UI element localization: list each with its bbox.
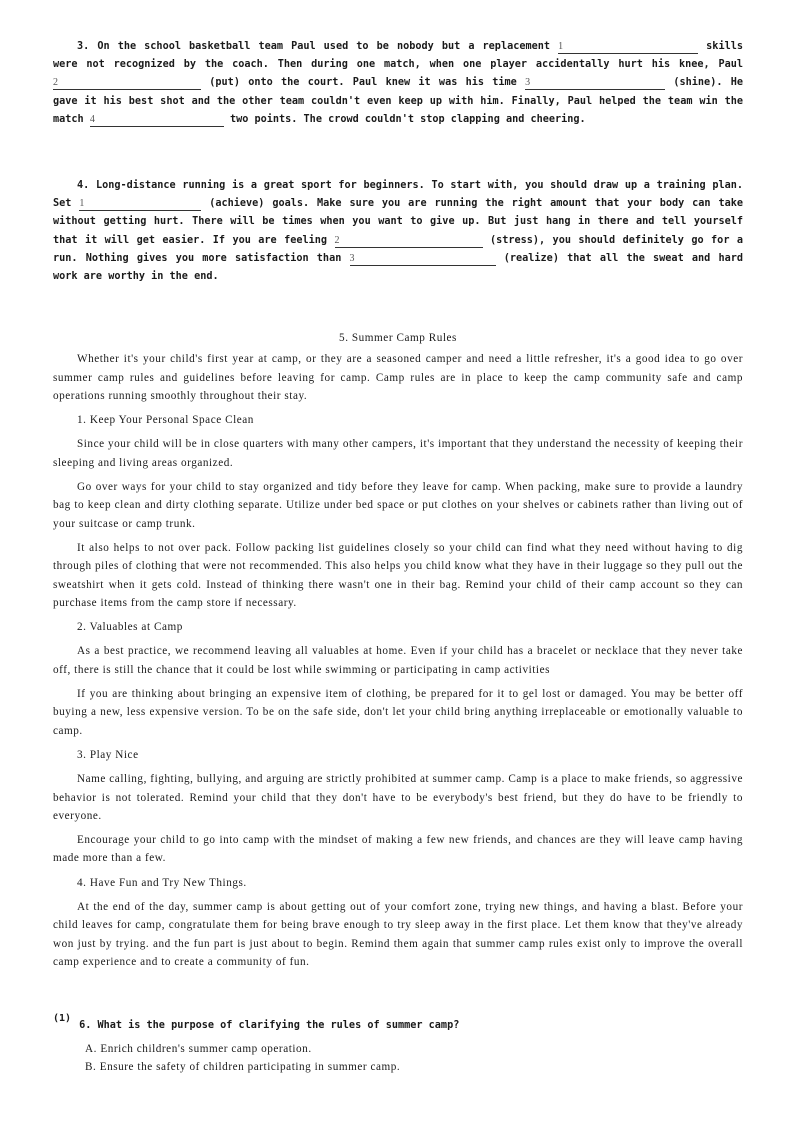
passage-5-title: 5. Summer Camp Rules xyxy=(339,332,457,344)
passage-5 xyxy=(53,329,743,977)
answer-blank-4-2[interactable]: 2 xyxy=(335,235,483,248)
passage-4-text-3: (stress), you should definitely go for a run. Nothing gives you more satisfaction than xyxy=(53,234,744,264)
section-heading-1: 1. Keep Your Personal Space Clean xyxy=(77,414,254,427)
question-number: (1) xyxy=(53,1013,72,1024)
option-b[interactable]: B. Ensure the safety of children participating in summer camp. xyxy=(85,1061,401,1074)
passage-3-text-1: 3. On the school basketball team Paul used to be nobody but a replacement xyxy=(77,41,551,52)
section-1-paragraph-2: Go over ways for your child to stay organized and tidy before they leave for camp. When packing, make sure to provide a laundry bag to keep clean and dirty clothing separate. Utilize under bed space or put clothes on your shelves or cabinets rather than living out of your suitcase or camp trunk. xyxy=(53,481,743,530)
section-2-paragraph-1: As a best practice, we recommend leaving all valuables at home. Even if your child has a bracelet or necklace that they never take off, there is still the chance that it could be lost while swimming or participating in camp activities xyxy=(53,645,743,676)
question-row xyxy=(53,1013,743,1035)
passage-3 xyxy=(53,38,743,129)
section-1-paragraph-3: It also helps to not over pack. Follow packing list guidelines closely so your child can find what they need without having to dig through piles of clothing that were not recommended. This also helps you child know what they have in their luggage so they pull out the sweatshirt when it gets cold. Instead of thinking there wasn't one in their bag. Remind your child of their camp account so they can purchase items from the camp store if necessary. xyxy=(53,541,743,609)
option-a[interactable]: A. Enrich children's summer camp operation. xyxy=(85,1043,312,1055)
answer-blank-3-1[interactable]: 1 xyxy=(558,41,698,54)
question-block xyxy=(53,1013,743,1077)
answer-blank-3-2[interactable]: 2 xyxy=(53,77,201,90)
section-heading-2: 2. Valuables at Camp xyxy=(77,621,183,634)
section-heading-3: 3. Play Nice xyxy=(77,748,139,761)
answer-blank-3-4[interactable]: 4 xyxy=(90,114,224,127)
passage-4-text-4: (realize) that all the sweat and hard work are worthy in the end. xyxy=(53,252,744,283)
passage-3-text-5: two points. The crowd couldn't stop clapping and cheering. xyxy=(229,113,586,125)
question-text: 6. What is the purpose of clarifying the rules of summer camp? xyxy=(79,1020,460,1031)
section-3-paragraph-1: Name calling, fighting, bullying, and arguing are strictly prohibited at summer camp. Camp is a place to make friends, so aggressive behavior is not tolerated. Remind your child that they don't have to be everybody's best friend, but they do have to be friendly to everyone. xyxy=(53,773,743,822)
answer-blank-4-3[interactable]: 3 xyxy=(350,253,496,266)
section-heading-4: 4. Have Fun and Try New Things. xyxy=(77,876,247,889)
section-2-paragraph-2: If you are thinking about bringing an expensive item of clothing, be prepared for it to gel lost or damaged. You may be better off buying a new, less expensive version. To be on the safe side, don't let your child bring anything irreplaceable or emotionally valuable to camp. xyxy=(53,688,743,737)
passage-4-text-1: 4. Long-distance running is a great sport for beginners. To start with, you should draw up a training plan. Set xyxy=(53,180,743,210)
passage-3-text-4: (shine). He gave it his best shot and the other team couldn't even keep up with him. Finally, Paul helped the team win the match xyxy=(53,77,743,125)
passage-3-text-3: (put) onto the court. Paul knew it was his time xyxy=(209,77,517,89)
answer-blank-4-1[interactable]: 1 xyxy=(79,198,201,211)
section-1-paragraph-1: Since your child will be in close quarters with many other campers, it's important that they understand the necessity of keeping their sleeping and living areas organized. xyxy=(53,438,743,469)
passage-4-text-2: (achieve) goals. Make sure you are running the right amount that your body can take without getting hurt. There will be times when you want to give up. But just hang in there and tell yourself that it will get easier. If you are feeling xyxy=(53,198,743,246)
passage-3-text-2: skills were not recognized by the coach. Then during one match, when one player accidentally hurt his knee, Paul xyxy=(53,41,743,71)
passage-5-intro: Whether it's your child's first year at camp, or they are a seasoned camper and need a little refresher, it's a good idea to go over summer camp rules and guidelines before leaving for camp. Camp rules are in place to keep the camp community safe and camp operations running smoothly throughout their stay. xyxy=(53,353,743,402)
answer-blank-3-3[interactable]: 3 xyxy=(525,77,665,90)
section-4-paragraph-1: At the end of the day, summer camp is about getting out of your comfort zone, trying new things, and having a blast. Before your child leaves for camp, congratulate them for being brave enough to try sleep away in the first place. Let them know that they've already won just by trying. and the fun part is just about to begin. Remind them again that summer camp rules exist only to improve the overall camp experience and to create a community of fun. xyxy=(53,901,743,968)
section-3-paragraph-2: Encourage your child to go into camp with the mindset of making a few new friends, and chances are they will leave camp having made more than a few. xyxy=(53,834,743,865)
passage-4 xyxy=(53,177,743,286)
